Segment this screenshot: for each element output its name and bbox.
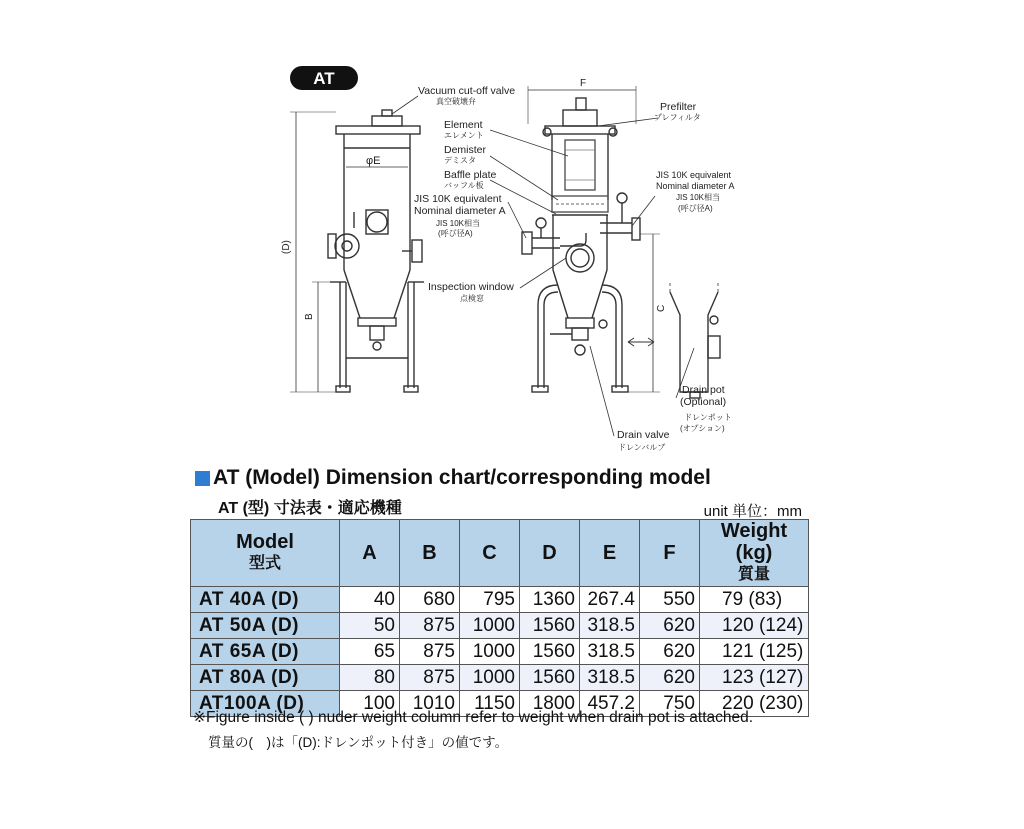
cell-f: 620 (640, 639, 700, 665)
cell-c: 795 (460, 587, 520, 613)
cell-e: 318.5 (580, 639, 640, 665)
dim-f: F (580, 78, 587, 89)
label-prefilter: Prefilter (660, 101, 697, 113)
cell-e: 267.4 (580, 587, 640, 613)
cell-b: 875 (400, 639, 460, 665)
header-col-b: B (400, 520, 460, 587)
header-col-d: D (520, 520, 580, 587)
drain-pot (670, 280, 720, 398)
table-header-row (191, 520, 809, 587)
cell-f: 620 (640, 665, 700, 691)
heading-square-icon (195, 471, 210, 486)
table-row (191, 613, 809, 639)
label-element-jp: エレメント (444, 131, 484, 140)
cell-f: 620 (640, 613, 700, 639)
cell-d: 1360 (520, 587, 580, 613)
cell-model: AT 50A (D) (191, 613, 340, 639)
cell-a: 80 (340, 665, 400, 691)
header-col-e: E (580, 520, 640, 587)
header-col-c: C (460, 520, 520, 587)
label-drain-pot: Drain pot (682, 384, 725, 396)
cell-c: 1000 (460, 613, 520, 639)
cell-model: AT 40A (D) (191, 587, 340, 613)
dim-c: C (656, 304, 667, 312)
label-jis-right-1: JIS 10K equivalent (656, 170, 732, 180)
cell-c: 1150 (460, 691, 520, 717)
cell-d: 1560 (520, 639, 580, 665)
cell-weight: 79 (83) (700, 587, 809, 613)
label-prefilter-jp: プレフィルタ (654, 113, 701, 122)
cell-e: 457.2 (580, 691, 640, 717)
label-element: Element (444, 119, 483, 131)
label-drain-pot-jp: ドレンポット (684, 413, 732, 422)
table-row (191, 639, 809, 665)
right-view (522, 86, 660, 392)
label-baffle-jp: バッフル板 (444, 181, 484, 190)
label-jis-right-jp1: JIS 10K相当 (676, 193, 721, 202)
dimension-table (190, 519, 809, 717)
cell-d: 1560 (520, 665, 580, 691)
leader-lines (392, 96, 694, 436)
label-jis-left-jp1: JIS 10K相当 (436, 219, 481, 228)
header-weight-en: Weight (kg) (720, 520, 788, 564)
header-col-a: A (340, 520, 400, 587)
label-jis-left-2: Nominal diameter A (414, 205, 506, 217)
header-model-en: Model (236, 531, 294, 553)
cell-weight: 123 (127) (700, 665, 809, 691)
section-heading (195, 466, 711, 490)
cell-b: 875 (400, 665, 460, 691)
cell-c: 1000 (460, 639, 520, 665)
dim-b: B (304, 313, 315, 320)
cell-f: 750 (640, 691, 700, 717)
label-drain-pot-jp2: (オプション) (680, 424, 725, 433)
label-vacuum-valve: Vacuum cut-off valve (418, 85, 516, 97)
label-jis-right-jp2: (呼び径A) (678, 204, 713, 213)
cell-weight: 220 (230) (700, 691, 809, 717)
unit-label: unit 単位：mm (703, 503, 802, 520)
cell-d: 1800 (520, 691, 580, 717)
header-weight-jp: 質量 (737, 566, 770, 583)
cell-a: 40 (340, 587, 400, 613)
cell-d: 1560 (520, 613, 580, 639)
cell-weight: 120 (124) (700, 613, 809, 639)
table-row (191, 587, 809, 613)
dim-d: (D) (281, 240, 292, 254)
label-drain-valve: Drain valve (617, 429, 670, 441)
section-subheading: AT (型) 寸法表・適応機種 (218, 500, 402, 517)
label-drain-valve-jp: ドレンバルブ (618, 443, 666, 452)
header-col-f: F (640, 520, 700, 587)
cell-c: 1000 (460, 665, 520, 691)
label-baffle: Baffle plate (444, 169, 497, 181)
label-inspection-window: Inspection window (428, 281, 514, 293)
cell-e: 318.5 (580, 665, 640, 691)
cell-model: AT 80A (D) (191, 665, 340, 691)
label-demister-jp: デミスタ (444, 156, 476, 165)
cell-b: 1010 (400, 691, 460, 717)
cell-a: 50 (340, 613, 400, 639)
label-vacuum-valve-jp: 真空破壊弁 (436, 97, 476, 106)
model-badge (290, 66, 358, 90)
cell-a: 65 (340, 639, 400, 665)
label-demister: Demister (444, 144, 487, 156)
model-badge-label: AT (313, 69, 335, 88)
cell-a: 100 (340, 691, 400, 717)
header-model-jp: 型式 (248, 555, 281, 572)
header-weight (700, 520, 809, 587)
heading-title: AT (Model) Dimension chart/corresponding model (213, 466, 711, 489)
label-jis-left-jp2: (呼び径A) (438, 229, 473, 238)
footnote-jp: 質量の( )は「(D):ドレンポット付き」の値です。 (208, 735, 509, 750)
table-row (191, 665, 809, 691)
cell-f: 550 (640, 587, 700, 613)
footnote-en: ※Figure inside ( ) nuder weight column refer to weight when drain pot is attached. (193, 709, 754, 726)
cell-b: 875 (400, 613, 460, 639)
cell-model: AT 65A (D) (191, 639, 340, 665)
label-inspection-window-jp: 点検窓 (460, 294, 484, 303)
cell-model: AT100A (D) (191, 691, 340, 717)
label-drain-pot-optional: (Optional) (680, 396, 727, 408)
cell-b: 680 (400, 587, 460, 613)
cell-weight: 121 (125) (700, 639, 809, 665)
dim-phi-e: φE (366, 155, 381, 167)
label-jis-right-2: Nominal diameter A (656, 181, 735, 191)
header-model (191, 520, 340, 587)
label-jis-left-1: JIS 10K equivalent (414, 193, 502, 205)
left-view (290, 110, 424, 392)
cell-e: 318.5 (580, 613, 640, 639)
